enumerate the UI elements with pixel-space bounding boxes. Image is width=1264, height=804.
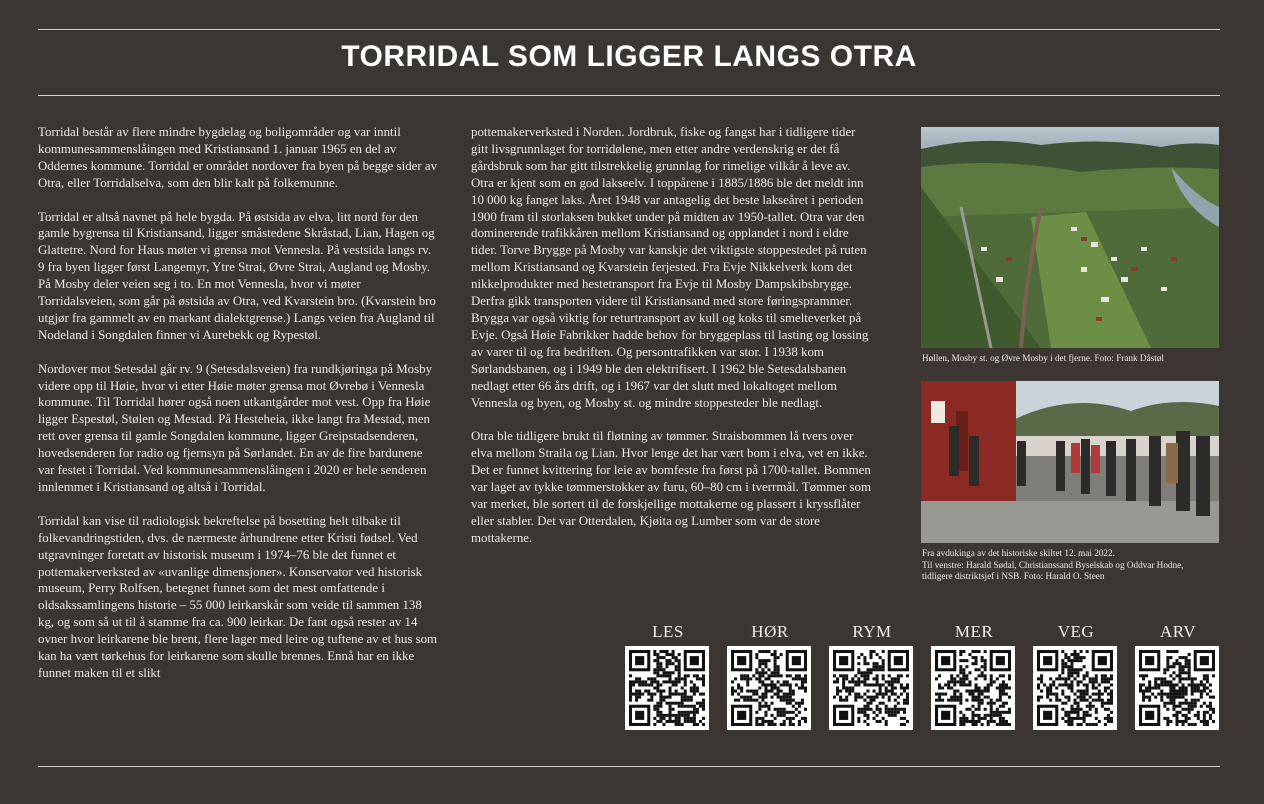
caption-line: Fra avdukinga av det historiske skiltet 12. mai 2022.	[922, 548, 1115, 558]
qr-veg[interactable]	[1033, 622, 1119, 730]
qr-les[interactable]	[625, 622, 711, 730]
text-column-2	[471, 124, 871, 564]
qr-label: MER	[954, 622, 994, 641]
qr-code-icon[interactable]	[1033, 646, 1117, 730]
qr-code-icon[interactable]	[727, 646, 811, 730]
paragraph: Torridal kan vise til radiologisk bekreftelse på bosetting helt tilbake til folkevandringstiden, dvs. de nærmeste århundrene etter Kristi fødsel. Ved utgravninger foretatt av historisk museum i 1974–76 ble det funnet et pottemakerverksted av «uvanlige dimensjoner». Konservator ved historisk museum, Perry Rolfsen, betegnet funnet som det mest omfattende i oldsakssamlingens historie – 55 000 leirkarskår som veide til sammen 138 kg, og som så ut til å stamme fra ca. 900 leirkar. De fant også rester av 14 ovner hvor leirkarene ble brent, flere lager med leire og tuftene av et hus som kan ha vært tørkehus for leirkarene som skulle brennes. Ennå har en ikke funnet maken til et slikt	[38, 513, 438, 680]
title-rule	[38, 95, 1220, 96]
qr-label: ARV	[1159, 622, 1197, 641]
top-rule	[38, 29, 1220, 30]
qr-mer[interactable]	[931, 622, 1017, 730]
aerial-photo	[921, 127, 1219, 348]
qr-label: LES	[652, 622, 684, 641]
qr-code-icon[interactable]	[931, 646, 1015, 730]
ceremony-photo	[921, 381, 1219, 543]
qr-arv[interactable]	[1135, 622, 1221, 730]
qr-code-icon[interactable]	[625, 646, 709, 730]
qr-hor[interactable]	[727, 622, 813, 730]
photo-caption	[922, 548, 1232, 583]
bottom-rule	[38, 766, 1220, 767]
qr-label: RYM	[852, 622, 892, 641]
photo-caption: Høllen, Mosby st. og Øvre Mosby i det fjerne. Foto: Frank Dåstøl	[922, 353, 1164, 363]
paragraph: Torridal er altså navnet på hele bygda. På østsida av elva, litt nord for den gamle bygrensa til Kristiansand, ligger småstedene Skråstad, Lian, Hagen og Glattetre. Nord for Haus møter vi grensa mot Vennesla. På vestsida langs rv. 9 fra byen ligger først Langemyr, Ytre Strai, Øvre Strai, Augland og Mosby. På Mosby deler veien seg i to. En mot Vennesla, hvor vi møter Torridalsveien, som går på østsida av Otra, ved Kvarstein bro. (Kvarstein bro utgjør fra gammelt av en markant dialektgrense.) Langs veien fra Augland til Nodeland i Songdalen finner vi Aurebekk og Rypestøl.	[38, 209, 436, 342]
paragraph: Nordover mot Setesdal går rv. 9 (Setesdalsveien) fra rundkjøringa på Mosby videre opp til Høie, hvor vi etter Høie møter grensa mot Øvrebø i Vennesla kommune. Til Torridal hører også noen utkantgårder mot vest. Opp fra Høie ligger Espestøl, Stølen og Mestad. På Hesteheia, ikke langt fra Mestad, men rett over grensa til gamle Songdalen kommune, ligger Greipstadsenderen, hovedsenderen for radio og fjernsyn på Sørlandet. En av de fire bardunene var festet i Torridal. Ved kommunesammenslåingen i 2020 er hele senderen innlemmet i Kristiansand og altså i Torridal.	[38, 361, 433, 494]
qr-label: VEG	[1057, 622, 1095, 641]
paragraph: Otra ble tidligere brukt til fløtning av tømmer. Straisbommen lå tvers over elva mellom Straila og Lian. Hvor lenge det har vært bom i elva, vet en ikke. Det er funnet kvittering for leie av bomfeste fra først på 1700-tallet. Bommen var laget av tykke tømmerstokker av furu, 60–80 cm i tverrmål. Tømmer som var merket, ble sortert til de forskjellige mottakerne og plassert i kryssflåter eller stabler. Det var Otterdalen, Kjøita og Lumber som var de store mottakerne.	[471, 429, 871, 545]
page-title: TORRIDAL SOM LIGGER LANGS OTRA	[341, 40, 917, 73]
text-column-1	[38, 124, 438, 699]
caption-line: tidligere distriktsjef i NSB. Foto: Harald O. Steen	[922, 571, 1105, 582]
qr-rym[interactable]	[829, 622, 915, 730]
qr-label: HØR	[751, 622, 789, 641]
paragraph: pottemakerverksted i Norden. Jordbruk, fiske og fangst har i tidligere tider gitt livsgrunnlaget for torridølene, men etter andre verdenskrig er det få gårdsbruk som har gitt tilstrekkelig grunnlag for rimelige vilkår å leve av. Otra er kjent som en god lakseelv. I toppårene i 1885/1886 ble det meldt inn 10 000 kg fanget laks. Året 1948 var antagelig det beste lakseåret i perioden 1900 fram til storlaksen bukket under på midten av 1950-tallet. Otra var den dominerende trafikkåren mellom Kristiansand og opplandet i nord i eldre tider. Torve Brygge på Mosby var kanskje det viktigste stoppestedet på ruten mellom Kristiansand og Kvarstein ferjested. Fra Evje Nikkelverk kom det nikkelprodukter med hestetransport fra Evje til Mosby Dampskibsbrygge. Derfra gikk transporten videre til Kristiansand med store føringsprammer. Brygga var også viktig for returtransport av kull og koks til smelteverket på Evje. Også Høie Fabrikker hadde behov for bryggeplass til lasting og lossing av varer til og fra bedriften. Og persontrafikken var stor. I 1938 kom Sørlandsbanen, og i 1949 ble den elektrifisert. I 1962 ble Setesdalsbanen nedlagt etter 66 års drift, og i 1967 var det slutt med lokaltoget mellom Vennesla og byen, og Mosby st. og mindre stoppesteder ble nedlagt.	[471, 125, 869, 410]
caption-line: Til venstre: Harald Sødal, Christianssand Byselskab og Oddvar Hodne,	[922, 559, 1184, 570]
qr-code-icon[interactable]	[829, 646, 913, 730]
paragraph: Torridal består av flere mindre bygdelag og boligområder og var inntil kommunesammenslåingen med Kristiansand 1. januar 1965 en del av Oddernes kommune. Torridal er området nordover fra byen på begge sider av Otra, eller Torridalselva, som den blir kalt på folkemunne.	[38, 125, 438, 190]
qr-code-icon[interactable]	[1135, 646, 1219, 730]
